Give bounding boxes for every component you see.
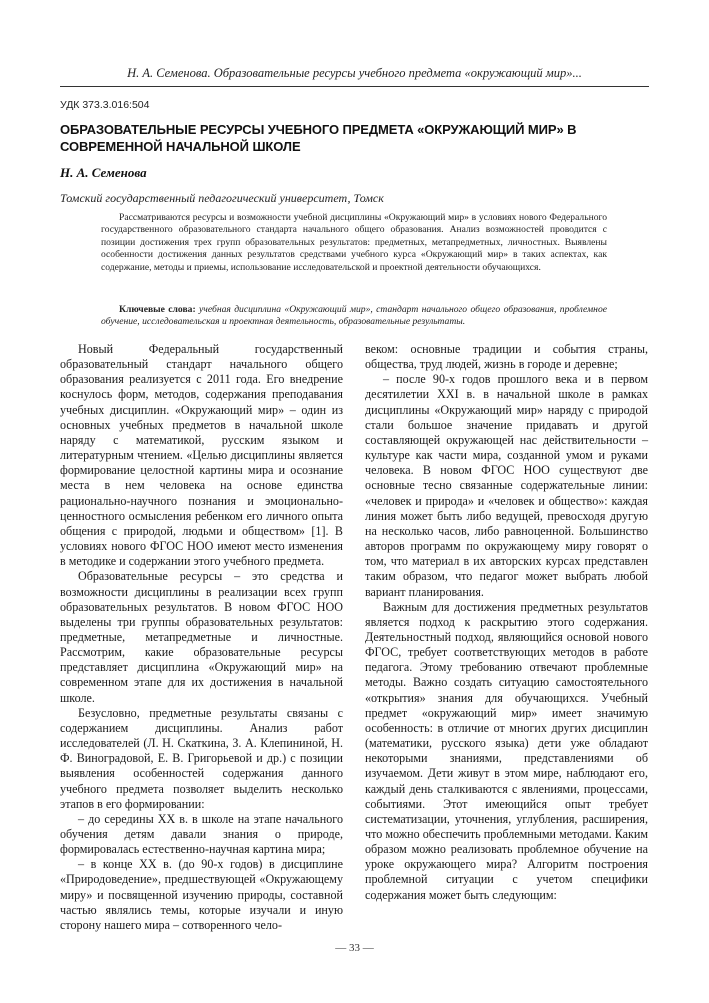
keywords-text: учебная дисциплина «Окружающий мир», стандарт начального общего образования, проблемное обучение, исследовательская и проектная деятельность, образовательные результаты. (101, 304, 607, 328)
paragraph: Новый Федеральный государственный образовательный стандарт начального общего образования реализуется с 2011 года. Его внедрение коснулось форм, методов, содержания преподавания учебных дисциплин. «Окружающий мир» – один из основных учебных предметов в начальной школе наряду с математикой, русским языком и литературным чтением. «Целью дисциплины является формирование целостной картины мира и осознание места в нем человека на основе единства рационально-научного познания и эмоционально-ценностного осмысления ребенком его личного опыта общения с природой, людьми и обществом» [1]. В условиях нового ФГОС НОО имеют место изменения в методике и содержании этого учебного предмета. (60, 342, 343, 569)
paragraph: – в конце XX в. (до 90-х годов) в дисциплине «Природоведение», предшествующей «Окружающему миру» и посвященной изучению природы, составной частью являлись темы, которые изучали и иную сторону нашего мира – сотворенного чело- (60, 857, 343, 932)
header-rule (60, 86, 649, 87)
page-number: — 33 — (335, 942, 374, 954)
body-column-left (60, 342, 343, 933)
author-affiliation: Томский государственный педагогический университет, Томск (60, 191, 384, 205)
paragraph: – до середины XX в. в школе на этапе начального обучения детям давали знания о природе, формировалась естественно-научная картина мира; (60, 811, 343, 857)
paragraph: – после 90-х годов прошлого века и в первом десятилетии XXI в. в начальной школе в рамках дисциплины «Окружающий мир» наряду с природой стали большое значение придавать и другой составляющей окружающей нас действительности – культуре как части мира, созданной умом и руками человека. В новом ФГОС НОО существуют две основные тесно связанные содержательные линии: «человек и природа» и «человек и общество»: каждая линия может быть либо ведущей, превосходя другую на несколько часов, либо равноценной. Большинство авторов программ по окружающему миру говорят о том, что материал в их авторских курсах представлен таким образом, что педагог может выбрать любой вариант планирования. (365, 372, 648, 599)
abstract: Рассматриваются ресурсы и возможности учебной дисциплины «Окружающий мир» в условиях нового Федерального государственного образовательного стандарта начального общего образования. Анализ возможностей проводится с позиции достижения трех групп образовательных результатов: предметных, метапредметных, личностных. Выявлены особенности достижения данных результатов средствами учебного курса «Окружающий мир» в таких аспектах, как содержание, методы и приемы, использование исследовательской и проектной деятельности обучающихся. (101, 212, 607, 273)
body-column-right (365, 342, 648, 903)
running-header: Н. А. Семенова. Образовательные ресурсы учебного предмета «окружающий мир»... (127, 66, 582, 80)
paragraph: веком: основные традиции и события страны, общества, труд людей, жизнь в городе и деревне; (365, 342, 648, 372)
paragraph: Безусловно, предметные результаты связаны с содержанием дисциплины. Анализ работ исследователей (Л. Н. Скаткина, З. А. Клепининой, Н. Ф. Виноградовой, Е. В. Григорьевой и др.) с позиции выявления особенностей содержания данного учебного предмета позволяет выделить несколько этапов в его формировании: (60, 705, 343, 811)
udc-code: УДК 373.3.016:504 (60, 99, 150, 111)
author-name: Н. А. Семенова (60, 165, 147, 180)
paragraph: Важным для достижения предметных результатов является подход к раскрытию этого содержания. Деятельностный подход, являющийся основой нового ФГОС, требует соответствующих методов в работе педагога. Этому требованию отвечают проблемные методы. Важно создать ситуацию самостоятельного «открытия» знания для обучающихся. Учебный предмет «окружающий мир» имеет значимую особенность: в отличие от многих других дисциплин (математики, русского языка) дети уже обладают некоторыми знаниями, представлениями об изучаемом. Дети живут в этом мире, наблюдают его, каждый день сталкиваются с явлениями, процессами, событиями. Этот имеющийся опыт требует систематизации, уточнения, углубления, расширения, что можно обеспечить проблемными методами. Каким образом можно реализовать проблемное обучение на уроке окружающего мира? Алгоритм построения проблемной ситуации с учетом специфики содержания может быть следующим: (365, 599, 648, 902)
keywords-label: Ключевые слова: (119, 304, 196, 315)
article-title: ОБРАЗОВАТЕЛЬНЫЕ РЕСУРСЫ УЧЕБНОГО ПРЕДМЕТА «ОКРУЖАЮЩИЙ МИР» В СОВРЕМЕННОЙ НАЧАЛЬНОЙ ШКОЛЕ (60, 122, 577, 154)
keywords (101, 304, 607, 329)
paragraph: Образовательные ресурсы – это средства и возможности дисциплины в реализации всех групп образовательных результатов. В новом ФГОС НОО выделены три группы образовательных результатов: предметные, метапредметные и личностные. Рассмотрим, какие образовательные ресурсы представляет дисциплина «Окружающий мир» на современном этапе для их достижения в начальной школе. (60, 569, 343, 705)
